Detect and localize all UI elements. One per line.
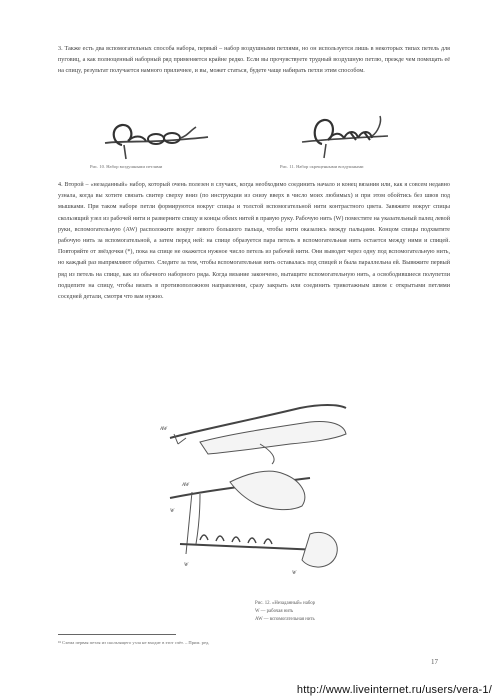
figure-12-caption-w: W — рабочая нить [255, 609, 294, 614]
label-w-mid: W [170, 509, 175, 514]
figure-11-caption: Рис. 11. Набор скрещенными воздушными [280, 164, 364, 169]
label-w-bottom-right: W [292, 571, 297, 576]
footnote-divider [58, 634, 176, 635]
page-number: 17 [431, 658, 438, 666]
figure-12-caption-aw: AW — вспомогательная нить [255, 617, 315, 622]
paragraph-3: 3. Также есть два вспомогательных способа набора, первый – набор воздушными петлями, но он используется лишь в некоторых типах петель для пуговиц, а как полноценный наборный ряд применяется крайне редко. Если вы прочувствуете трудный воздушную петлю, прежде чем помещать её на спицу, результат получается намного приличнее, и вы, может статься, будете чаще набирать петли этим способом. [58, 46, 450, 75]
footnote: ¹⁸ Схема первая петля из скользящего узла не входит в этот счёт. – Прим. ред. [58, 640, 210, 645]
watermark-url: http://www.liveinternet.ru/users/vera-1/ [296, 684, 492, 696]
figure-12-provisional-cast-on [160, 394, 350, 594]
paragraph-4: 4. Второй – «незаданный» набор, который очень полезен в случаях, когда необходимо соединить начало и конец вязания или, как я совсем недавно узнала, когда вы хотите связать свитер сверху вниз (по инструкции из снизу вверх в число моих любимых) и при этом обойтись без швов под мышками. При таком наборе петли формируются вокруг спицы и толстой вспомогательной нити контрастного цвета. Завяжите вокруг спицы скользящий узел из рабочей нити и разверните спицу и концы обеих нитей в правую руку. Рабочую нить (W) поместите на указательный палец левой руки, вспомогательную (AW) расположите вокруг левого большого пальца, чтобы нити оказались между пальцами. Концом спицы подхватите рабочую нить за вспомогательной, а затем перед ней: на спице образуется пара петель в вспомогательная нить остается между ними и спицей. Повторяйте от звёздочки (*), пока на спице не окажется нужное число петель из рабочей нити. Они выводят через одну под вспомогательную нить, но каждый раз выпрямляют обратно. Следите за тем, чтобы вспомогательная нить оставалась под спицей и была параллельна ей. Вывяжите первый ряд из петель на спице, как из обычного наборного ряда. Когда вязание закончено, вытащите вспомогательную нить, а освободившиеся полупетли подцепите на спицу, чтобы вязать в противоположном направлении, сразу закрыть или соединить трикотажным швом с открытыми петлями соседней детали, смотря что вам нужно. [58, 182, 450, 301]
label-w-bottom: W [184, 563, 189, 568]
figure-11-crossed-chain [300, 108, 390, 160]
label-aw-top: AW [160, 427, 168, 432]
figure-10-crochet-chain [100, 115, 210, 160]
label-aw-mid: AW [182, 483, 190, 488]
figure-12-caption [255, 600, 315, 624]
figure-10-caption: Рис. 10. Набор воздушными петлями [90, 164, 163, 169]
figure-12-caption-title: Рис. 12. «Незаданный» набор [255, 601, 316, 606]
